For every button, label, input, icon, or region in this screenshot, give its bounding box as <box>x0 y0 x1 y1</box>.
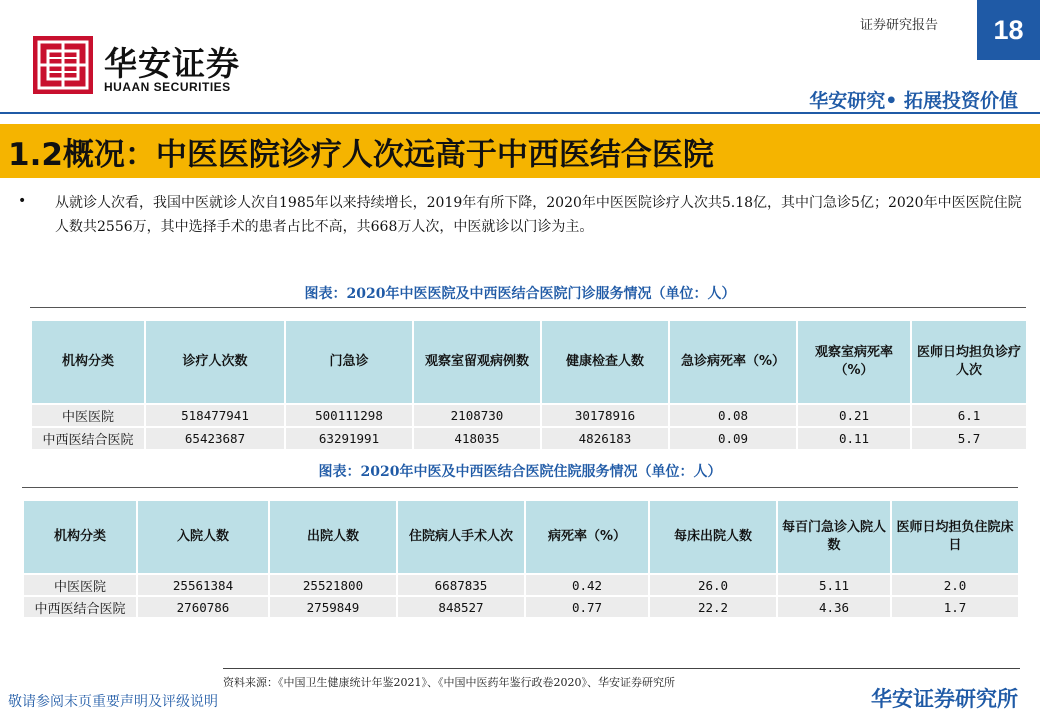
bullet-point: • <box>18 193 27 209</box>
column-header: 机构分类 <box>31 320 145 404</box>
page-title: 1.2概况：中医医院诊疗人次远高于中西医结合医院 <box>8 137 714 173</box>
table-cell: 4826183 <box>541 427 669 450</box>
table-cell: 5.7 <box>911 427 1027 450</box>
table-cell: 1.7 <box>891 596 1019 618</box>
footer-brand: 华安证券研究所 <box>871 687 1018 711</box>
column-header: 病死率（%） <box>525 500 649 574</box>
column-header: 观察室病死率（%） <box>797 320 911 404</box>
table-cell: 500111298 <box>285 404 413 427</box>
table-cell: 0.42 <box>525 574 649 596</box>
table-cell: 6687835 <box>397 574 525 596</box>
table-cell: 中医医院 <box>31 404 145 427</box>
table-cell: 0.08 <box>669 404 797 427</box>
table-row <box>23 596 1019 618</box>
table-cell: 0.21 <box>797 404 911 427</box>
column-header: 医师日均担负住院床日 <box>891 500 1019 574</box>
table-cell: 63291991 <box>285 427 413 450</box>
table-cell: 848527 <box>397 596 525 618</box>
column-header: 每床出院人数 <box>649 500 777 574</box>
table-cell: 30178916 <box>541 404 669 427</box>
footer-divider <box>223 668 1020 669</box>
table-cell: 中西医结合医院 <box>23 596 137 618</box>
table-cell: 0.11 <box>797 427 911 450</box>
table-cell: 6.1 <box>911 404 1027 427</box>
table-row <box>31 404 1027 427</box>
outpatient-service-table <box>30 319 1028 451</box>
table-cell: 0.09 <box>669 427 797 450</box>
table-cell: 2.0 <box>891 574 1019 596</box>
table2-caption-divider <box>22 487 1018 488</box>
table1-caption-divider <box>30 307 1026 308</box>
table-cell: 418035 <box>413 427 541 450</box>
table1-caption: 图表：2020年中医医院及中西医结合医院门诊服务情况（单位：人） <box>304 286 736 302</box>
logo-chinese-name: 华安证券 <box>104 44 240 83</box>
header-slogan: 华安研究• 拓展投资价值 <box>809 90 1018 112</box>
data-source-note: 资料来源：《中国卫生健康统计年鉴2021》、《中国中医药年鉴行政卷2020》、华安证券研究所 <box>223 676 675 689</box>
column-header: 急诊病死率（%） <box>669 320 797 404</box>
page-number: 18 <box>977 0 1040 60</box>
column-header: 诊疗人次数 <box>145 320 285 404</box>
document-type: 证券研究报告 <box>860 18 939 33</box>
table-cell: 2108730 <box>413 404 541 427</box>
table-cell: 0.77 <box>525 596 649 618</box>
table-row <box>31 427 1027 450</box>
table-cell: 25561384 <box>137 574 269 596</box>
table-row <box>23 574 1019 596</box>
table-cell: 518477941 <box>145 404 285 427</box>
table-header-row <box>23 500 1019 574</box>
column-header: 入院人数 <box>137 500 269 574</box>
column-header: 观察室留观病例数 <box>413 320 541 404</box>
logo-english-name: HUAAN SECURITIES <box>104 80 231 94</box>
table-cell: 4.36 <box>777 596 891 618</box>
column-header: 住院病人手术人次 <box>397 500 525 574</box>
table-cell: 中医医院 <box>23 574 137 596</box>
table-cell: 2760786 <box>137 596 269 618</box>
column-header: 出院人数 <box>269 500 397 574</box>
column-header: 医师日均担负诊疗人次 <box>911 320 1027 404</box>
column-header: 每百门急诊入院人数 <box>777 500 891 574</box>
table2-caption: 图表：2020年中医及中西医结合医院住院服务情况（单位：人） <box>318 464 722 480</box>
page-header <box>0 0 1040 118</box>
huaan-logo-icon <box>33 36 93 94</box>
disclaimer-link[interactable]: 敬请参阅末页重要声明及评级说明 <box>8 694 218 710</box>
column-header: 门急诊 <box>285 320 413 404</box>
table-cell: 22.2 <box>649 596 777 618</box>
table-cell: 26.0 <box>649 574 777 596</box>
column-header: 健康检查人数 <box>541 320 669 404</box>
inpatient-service-table <box>22 499 1020 619</box>
table-cell: 中西医结合医院 <box>31 427 145 450</box>
table-cell: 65423687 <box>145 427 285 450</box>
column-header: 机构分类 <box>23 500 137 574</box>
table-cell: 2759849 <box>269 596 397 618</box>
table-cell: 25521800 <box>269 574 397 596</box>
table-header-row <box>31 320 1027 404</box>
header-divider <box>0 112 1040 114</box>
table-cell: 5.11 <box>777 574 891 596</box>
summary-paragraph: 从就诊人次看，我国中医就诊人次自1985年以来持续增长，2019年有所下降，2020年中医医院诊疗人次共5.18亿，其中门急诊5亿；2020年中医医院住院人数共2556万，其中选择手术的患者占比不高，共668万人次，中医就诊以门诊为主。 <box>55 195 1022 235</box>
